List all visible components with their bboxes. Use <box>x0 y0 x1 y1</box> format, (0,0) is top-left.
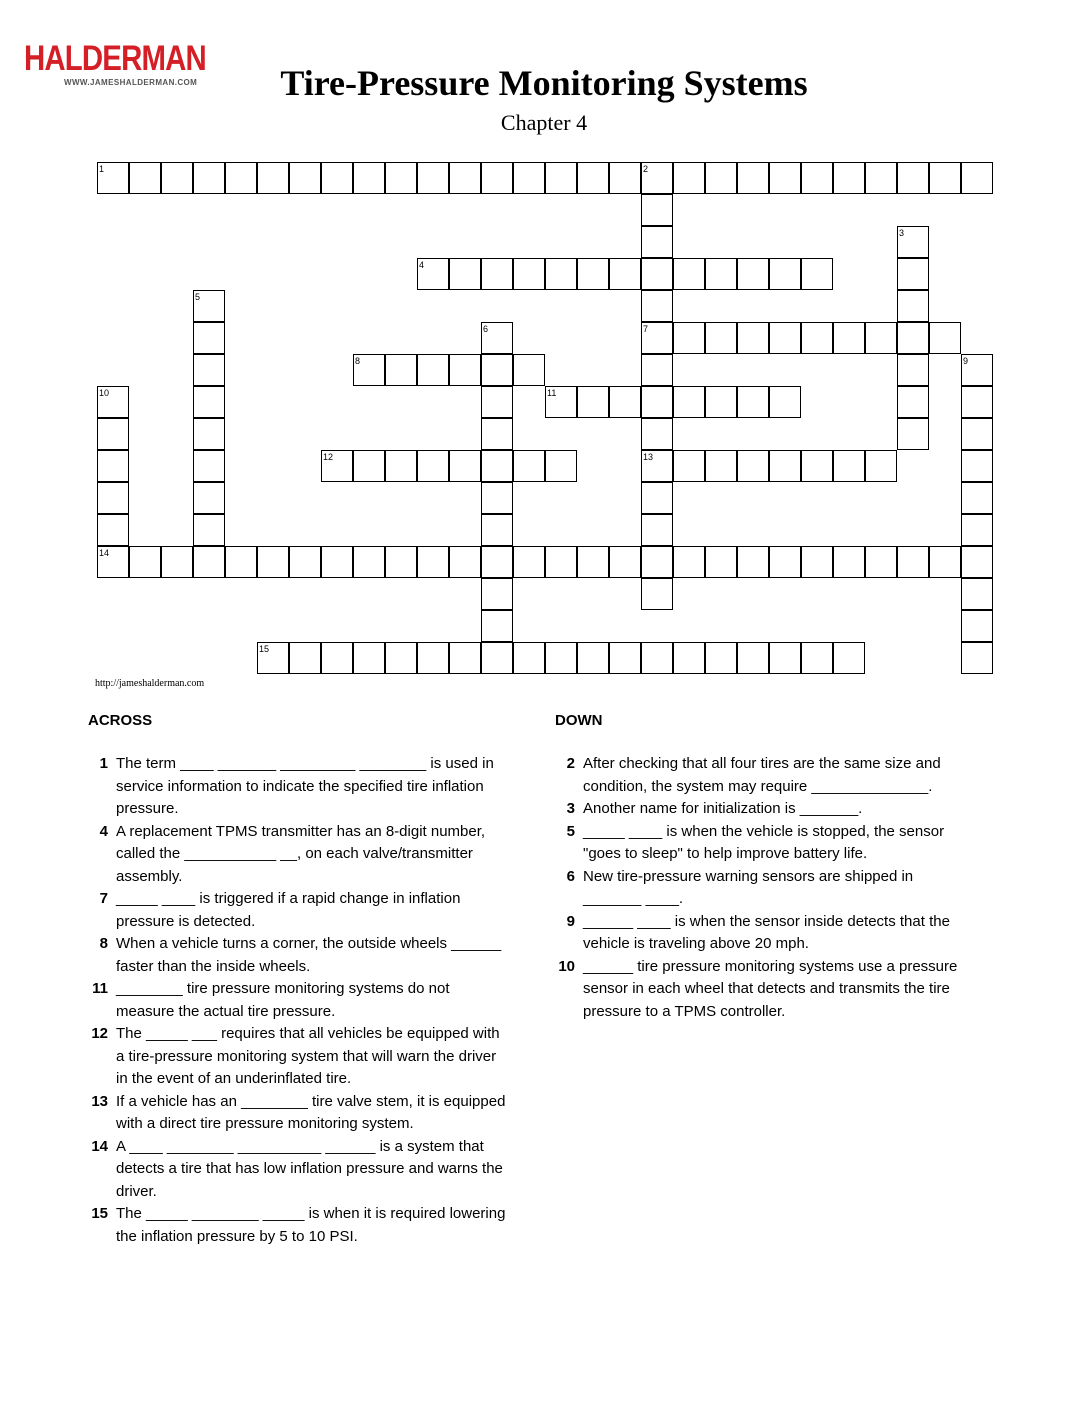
clue-item <box>555 911 965 956</box>
clue-number: 12 <box>91 1025 108 1042</box>
grid-cell[interactable] <box>609 258 641 290</box>
grid-cell[interactable] <box>481 514 513 546</box>
clue-item <box>88 888 508 933</box>
grid-cell[interactable] <box>833 162 865 194</box>
grid-cell[interactable] <box>897 322 929 354</box>
across-clues <box>88 712 508 1248</box>
grid-number: 8 <box>355 356 361 366</box>
grid-cell[interactable] <box>481 258 513 290</box>
grid-cell[interactable] <box>673 450 705 482</box>
grid-cell[interactable] <box>801 162 833 194</box>
page-title: Tire-Pressure Monitoring Systems <box>280 63 808 103</box>
grid-cell[interactable] <box>961 418 993 450</box>
grid-cell[interactable] <box>897 386 929 418</box>
grid-cell[interactable] <box>641 418 673 450</box>
grid-cell[interactable] <box>801 258 833 290</box>
grid-cell[interactable] <box>193 482 225 514</box>
grid-cell[interactable] <box>385 642 417 674</box>
grid-cell[interactable] <box>705 386 737 418</box>
crossword-grid <box>0 0 1088 700</box>
across-heading: ACROSS <box>88 712 153 729</box>
grid-cell[interactable] <box>449 162 481 194</box>
grid-cell[interactable] <box>577 386 609 418</box>
grid-cell[interactable] <box>417 162 449 194</box>
grid-number: 5 <box>195 292 201 302</box>
grid-cell[interactable] <box>545 546 577 578</box>
clue-item <box>88 821 508 889</box>
grid-cell[interactable] <box>865 322 897 354</box>
grid-cell[interactable] <box>641 226 673 258</box>
grid-cell[interactable] <box>769 162 801 194</box>
grid-cell[interactable] <box>513 546 545 578</box>
grid-cell[interactable] <box>97 514 129 546</box>
down-clues <box>555 712 965 1023</box>
grid-cell[interactable] <box>353 162 385 194</box>
clue-item <box>88 1203 508 1248</box>
clue-text: ______ tire pressure monitoring systems use a pressure sensor in each wheel that detects and transmits the tire pressure to a TPMS controller. <box>583 957 958 1020</box>
grid-cell[interactable] <box>641 482 673 514</box>
grid-cell[interactable] <box>193 322 225 354</box>
grid-cell[interactable] <box>353 546 385 578</box>
grid-cell[interactable] <box>705 546 737 578</box>
clue-text: _____ ____ is triggered if a rapid change in inflation pressure is detected. <box>116 890 461 930</box>
clue-text: After checking that all four tires are the same size and condition, the system may require ______________. <box>583 755 941 795</box>
grid-cell[interactable] <box>673 546 705 578</box>
grid-cell[interactable] <box>545 450 577 482</box>
grid-number: 2 <box>643 164 649 174</box>
grid-cell[interactable] <box>673 642 705 674</box>
grid-cell[interactable] <box>929 322 961 354</box>
grid-number: 11 <box>547 388 557 398</box>
grid-cell[interactable] <box>833 322 865 354</box>
grid-cell[interactable] <box>897 354 929 386</box>
grid-number: 6 <box>483 324 489 334</box>
clue-number: 8 <box>99 935 108 952</box>
grid-number: 3 <box>899 228 905 238</box>
grid-cell[interactable] <box>609 162 641 194</box>
grid-cell[interactable] <box>897 418 929 450</box>
grid-cell[interactable] <box>513 258 545 290</box>
grid-cell[interactable] <box>961 482 993 514</box>
clue-number: 6 <box>566 867 575 885</box>
grid-cell[interactable] <box>129 162 161 194</box>
grid-cell[interactable] <box>481 162 513 194</box>
clue-text: _____ ____ is when the vehicle is stopped, the sensor "goes to sleep" to help improve battery life. <box>583 822 945 862</box>
grid-cell[interactable] <box>865 450 897 482</box>
grid-cell[interactable] <box>353 450 385 482</box>
grid-cell[interactable] <box>385 546 417 578</box>
grid-cell[interactable] <box>193 514 225 546</box>
grid-cell[interactable] <box>737 450 769 482</box>
grid-cell[interactable] <box>417 450 449 482</box>
grid-cell[interactable] <box>513 162 545 194</box>
clue-text: When a vehicle turns a corner, the outside wheels ______ faster than the inside wheels. <box>116 935 502 975</box>
grid-cell[interactable] <box>641 258 673 290</box>
grid-cell[interactable] <box>417 642 449 674</box>
clue-text: The _____ ________ _____ is when it is required lowering the inflation pressure by 5 to 10 PSI. <box>116 1205 506 1245</box>
grid-cell[interactable] <box>897 546 929 578</box>
grid-cell[interactable] <box>769 322 801 354</box>
grid-cell[interactable] <box>481 642 513 674</box>
grid-cell[interactable] <box>193 418 225 450</box>
grid-cell[interactable] <box>769 258 801 290</box>
grid-cell[interactable] <box>961 386 993 418</box>
grid-cell[interactable] <box>417 354 449 386</box>
grid-cell[interactable] <box>705 450 737 482</box>
clue-number: 15 <box>91 1205 108 1222</box>
grid-cell[interactable] <box>449 258 481 290</box>
grid-number: 14 <box>99 548 110 558</box>
grid-cell[interactable] <box>929 546 961 578</box>
grid-cell[interactable] <box>481 386 513 418</box>
grid-cell[interactable] <box>673 386 705 418</box>
grid-cell[interactable] <box>481 610 513 642</box>
grid-number: 9 <box>963 356 969 366</box>
grid-number: 4 <box>419 260 425 270</box>
grid-cell[interactable] <box>545 162 577 194</box>
grid-cell[interactable] <box>513 450 545 482</box>
clue-number: 2 <box>566 755 575 772</box>
grid-cell[interactable] <box>321 162 353 194</box>
grid-cell[interactable] <box>961 610 993 642</box>
clue-number: 3 <box>566 800 575 817</box>
grid-cell[interactable] <box>609 642 641 674</box>
grid-cell[interactable] <box>193 162 225 194</box>
grid-cell[interactable] <box>769 386 801 418</box>
grid-cell[interactable] <box>961 162 993 194</box>
grid-cell[interactable] <box>481 546 513 578</box>
grid-cell[interactable] <box>545 258 577 290</box>
grid-cell[interactable] <box>641 514 673 546</box>
grid-cell[interactable] <box>353 642 385 674</box>
grid-cell[interactable] <box>417 546 449 578</box>
grid-cell[interactable] <box>641 386 673 418</box>
grid-cell[interactable] <box>961 642 993 674</box>
grid-cell[interactable] <box>801 450 833 482</box>
grid-cell[interactable] <box>897 162 929 194</box>
source-url: http://jameshalderman.com <box>95 678 205 689</box>
grid-cell[interactable] <box>929 162 961 194</box>
grid-cell[interactable] <box>641 642 673 674</box>
grid-number: 7 <box>643 324 649 334</box>
clue-item <box>88 1023 508 1091</box>
grid-cell[interactable] <box>737 162 769 194</box>
clue-item <box>555 821 965 866</box>
grid-cell[interactable] <box>385 450 417 482</box>
grid-cell[interactable] <box>769 546 801 578</box>
grid-cell[interactable] <box>257 162 289 194</box>
grid-number: 13 <box>643 452 654 462</box>
grid-cell[interactable] <box>513 354 545 386</box>
clue-number: 14 <box>91 1137 108 1155</box>
grid-cell[interactable] <box>513 642 545 674</box>
clue-number: 7 <box>99 890 108 907</box>
clue-text: Another name for initialization is _______. <box>583 800 863 817</box>
grid-cell[interactable] <box>193 386 225 418</box>
grid-cell[interactable] <box>481 354 513 386</box>
grid-cell[interactable] <box>737 258 769 290</box>
grid-cell[interactable] <box>481 418 513 450</box>
grid-cell[interactable] <box>737 642 769 674</box>
grid-cell[interactable] <box>801 642 833 674</box>
clue-text: ______ ____ is when the sensor inside detects that the vehicle is traveling above 20 mph. <box>583 912 950 952</box>
clue-text: New tire-pressure warning sensors are shipped in _______ ____. <box>583 867 914 907</box>
clue-item <box>555 956 965 1024</box>
clue-text: A replacement TPMS transmitter has an 8-digit number, called the ___________ __, on each valve/transmitter assembly. <box>116 822 486 885</box>
clue-item <box>88 933 508 978</box>
grid-cell[interactable] <box>769 642 801 674</box>
grid-cell[interactable] <box>641 578 673 610</box>
grid-cell[interactable] <box>321 546 353 578</box>
page-subtitle: Chapter 4 <box>500 110 588 135</box>
grid-cell[interactable] <box>897 290 929 322</box>
grid-cell[interactable] <box>641 546 673 578</box>
clue-text: The _____ ___ requires that all vehicles be equipped with a tire-pressure monitoring system that will warn the driver in the event of an underinflated tire. <box>116 1025 500 1087</box>
clue-number: 9 <box>566 912 575 930</box>
grid-cell[interactable] <box>705 642 737 674</box>
grid-cell[interactable] <box>321 642 353 674</box>
grid-cell[interactable] <box>705 258 737 290</box>
grid-cell[interactable] <box>961 578 993 610</box>
logo-brand: HALDERMAN <box>24 39 206 78</box>
clue-text: A ____ ________ __________ ______ is a system that detects a tire that has low inflation pressure and warns the driver. <box>116 1137 503 1200</box>
clue-item <box>88 1136 508 1204</box>
grid-cell[interactable] <box>481 482 513 514</box>
grid-cell[interactable] <box>577 546 609 578</box>
clue-text: ________ tire pressure monitoring systems do not measure the actual tire pressure. <box>116 980 450 1020</box>
grid-cell[interactable] <box>737 386 769 418</box>
clue-number: 10 <box>558 957 575 975</box>
clue-item <box>88 978 508 1023</box>
grid-cell[interactable] <box>193 546 225 578</box>
grid-cell[interactable] <box>449 642 481 674</box>
grid-cell[interactable] <box>865 162 897 194</box>
grid-cell[interactable] <box>641 194 673 226</box>
grid-cell[interactable] <box>97 450 129 482</box>
grid-cell[interactable] <box>833 450 865 482</box>
grid-cell[interactable] <box>289 642 321 674</box>
clue-number: 13 <box>91 1092 108 1110</box>
grid-cell[interactable] <box>577 162 609 194</box>
grid-cell[interactable] <box>289 162 321 194</box>
grid-cell[interactable] <box>161 546 193 578</box>
clue-number: 1 <box>99 755 108 772</box>
grid-cell[interactable] <box>961 546 993 578</box>
grid-cell[interactable] <box>257 546 289 578</box>
grid-cell[interactable] <box>289 546 321 578</box>
grid-cell[interactable] <box>705 322 737 354</box>
grid-cell[interactable] <box>673 258 705 290</box>
clue-text: If a vehicle has an ________ tire valve stem, it is equipped with a direct tire pressure monitoring system. <box>116 1092 506 1132</box>
grid-cell[interactable] <box>833 546 865 578</box>
grid-number: 12 <box>323 452 334 462</box>
clue-item <box>555 798 965 821</box>
grid-cell[interactable] <box>225 546 257 578</box>
logo-website: WWW.JAMESHALDERMAN.COM <box>64 78 198 87</box>
grid-cell[interactable] <box>737 322 769 354</box>
grid-cell[interactable] <box>481 450 513 482</box>
grid-cell[interactable] <box>385 162 417 194</box>
grid-number: 10 <box>99 388 110 398</box>
grid-cell[interactable] <box>737 546 769 578</box>
grid-cell[interactable] <box>673 162 705 194</box>
clue-number: 11 <box>92 980 108 997</box>
grid-cell[interactable] <box>865 546 897 578</box>
grid-cell[interactable] <box>961 514 993 546</box>
clue-item <box>88 753 508 821</box>
grid-cell[interactable] <box>545 642 577 674</box>
grid-cell[interactable] <box>97 418 129 450</box>
grid-cell[interactable] <box>673 322 705 354</box>
down-clue-list <box>555 753 965 1023</box>
grid-cell[interactable] <box>801 546 833 578</box>
clue-number: 4 <box>99 822 108 840</box>
grid-cell[interactable] <box>641 290 673 322</box>
grid-cell[interactable] <box>481 578 513 610</box>
clue-item <box>555 866 965 911</box>
grid-number: 15 <box>259 644 270 654</box>
grid-cell[interactable] <box>449 546 481 578</box>
grid-cell[interactable] <box>449 450 481 482</box>
grid-cell[interactable] <box>609 546 641 578</box>
grid-number: 1 <box>99 164 105 174</box>
grid-cell[interactable] <box>801 322 833 354</box>
grid-cell[interactable] <box>641 354 673 386</box>
grid-cell[interactable] <box>769 450 801 482</box>
grid-cell[interactable] <box>161 162 193 194</box>
grid-cell[interactable] <box>385 354 417 386</box>
clue-text: The term ____ _______ _________ ________ is used in service information to indicate the specified tire inflation pressure. <box>116 755 494 817</box>
clue-number: 5 <box>566 822 575 840</box>
clue-item <box>88 1091 508 1136</box>
grid-cell[interactable] <box>577 258 609 290</box>
grid-cell[interactable] <box>961 450 993 482</box>
grid-cell[interactable] <box>193 354 225 386</box>
grid-cell[interactable] <box>449 354 481 386</box>
grid-cell[interactable] <box>609 386 641 418</box>
grid-cell[interactable] <box>225 162 257 194</box>
clue-item <box>555 753 965 798</box>
grid-cell[interactable] <box>193 450 225 482</box>
grid-cell[interactable] <box>833 642 865 674</box>
grid-cell[interactable] <box>705 162 737 194</box>
grid-cell[interactable] <box>129 546 161 578</box>
across-clue-list <box>88 753 508 1248</box>
grid-cell[interactable] <box>897 258 929 290</box>
down-heading: DOWN <box>555 712 603 729</box>
grid-cell[interactable] <box>97 482 129 514</box>
grid-cell[interactable] <box>577 642 609 674</box>
